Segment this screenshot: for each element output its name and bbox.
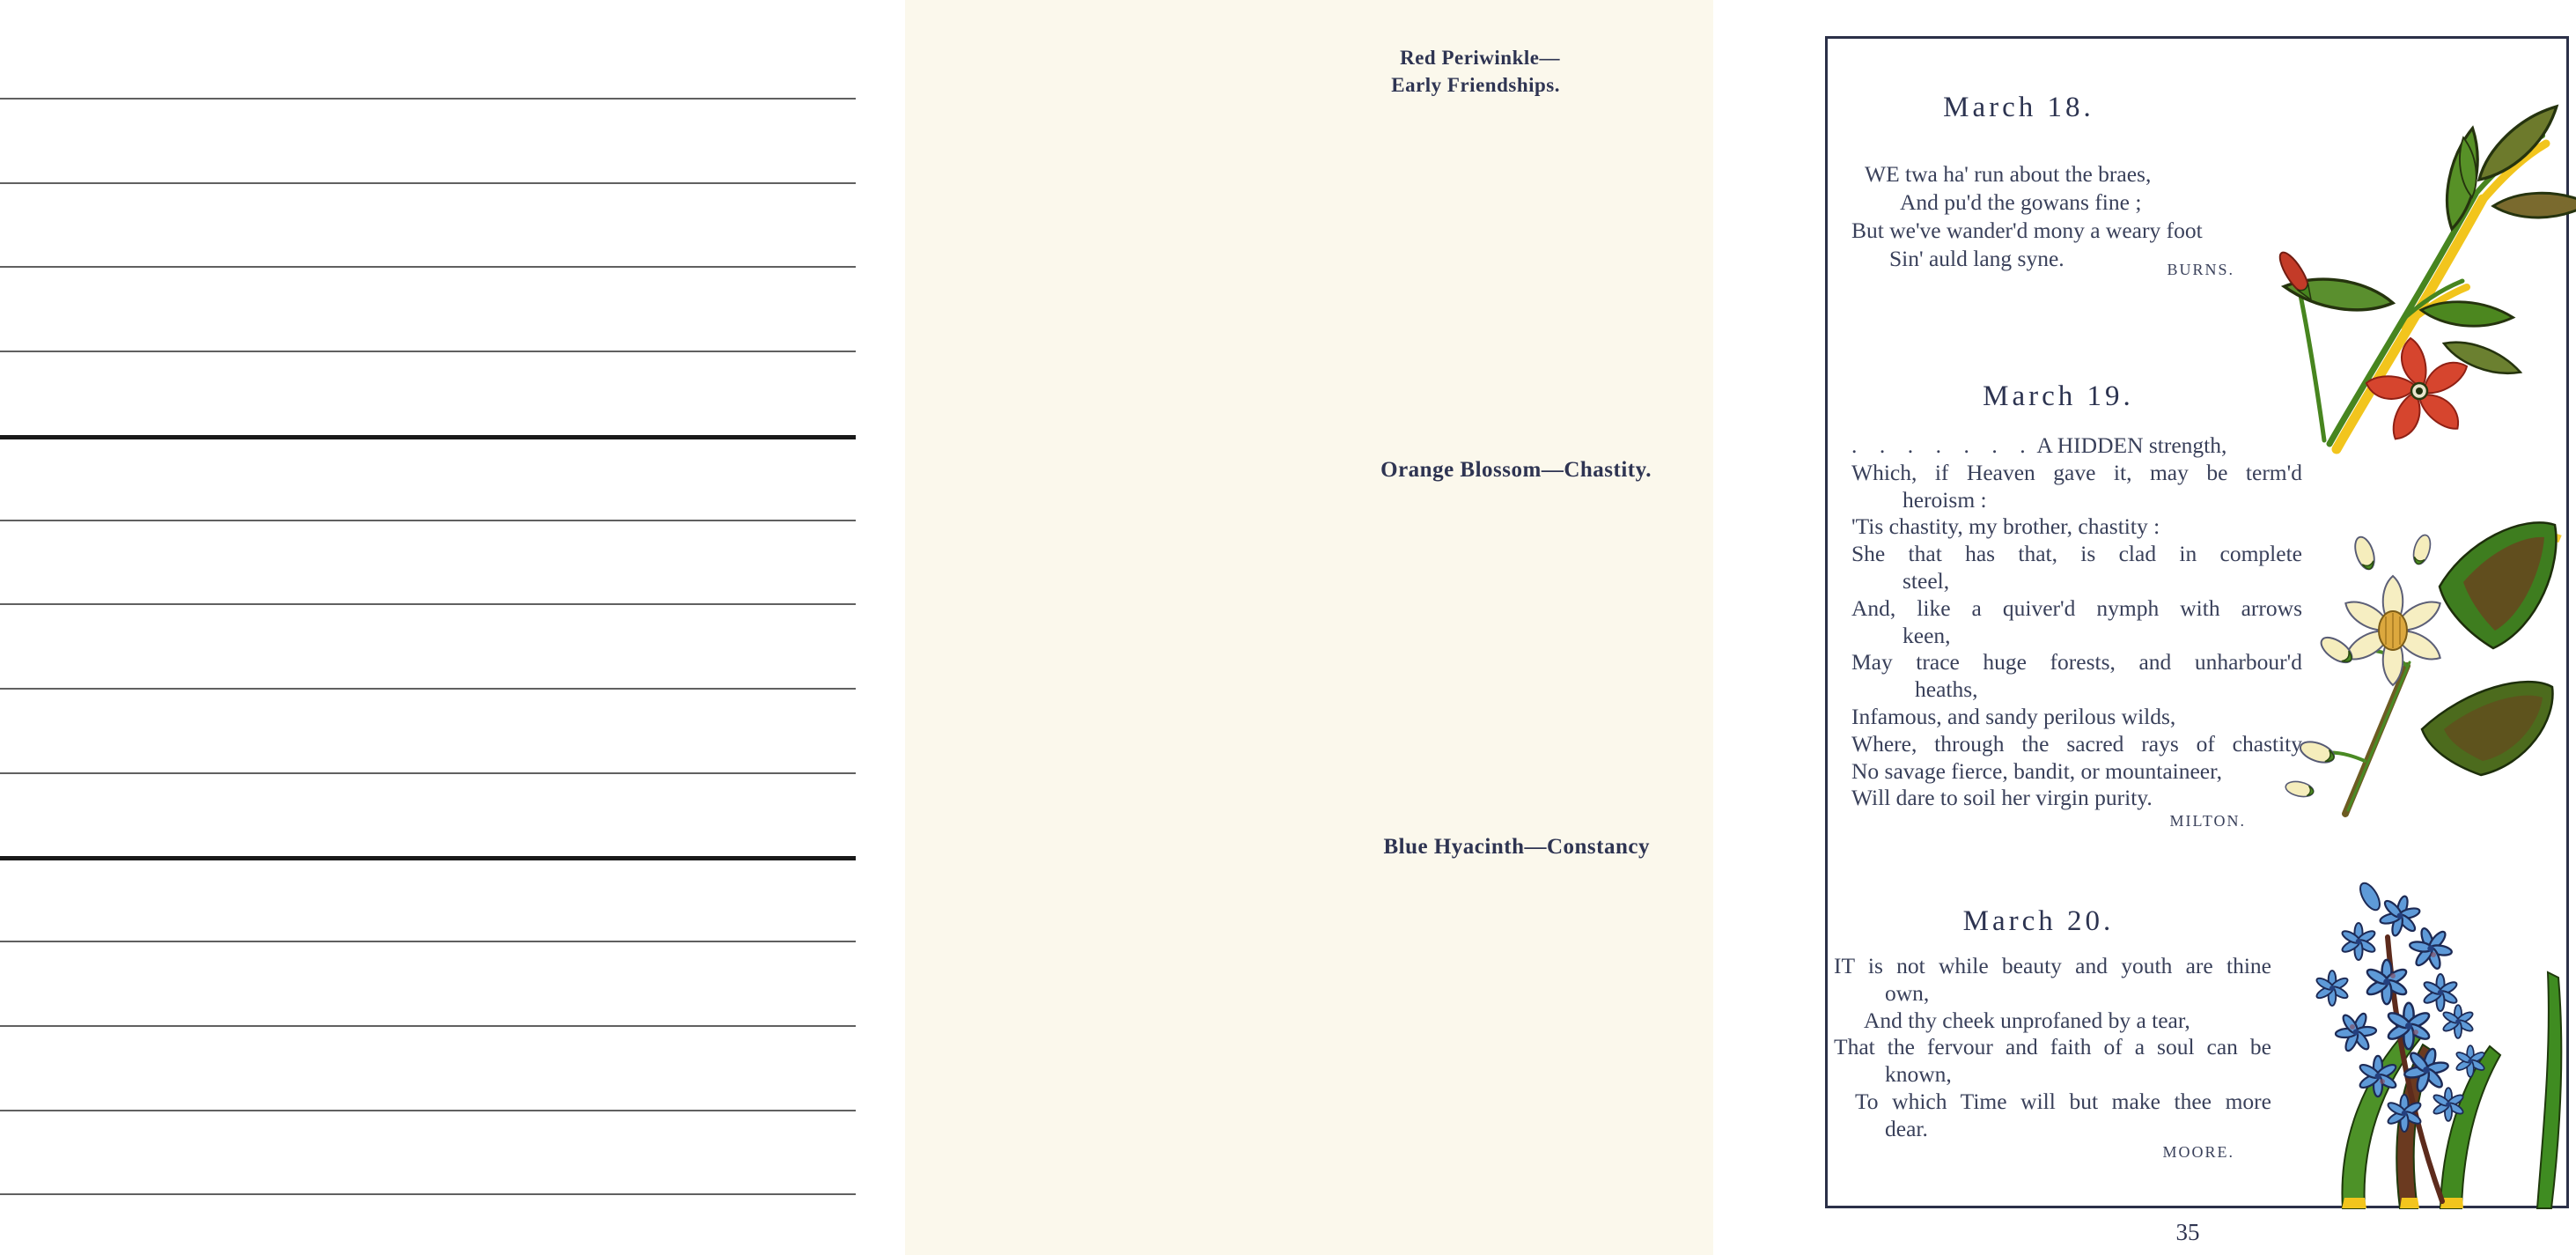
leaves xyxy=(2284,107,2576,396)
poem-line: She that has that, is clad in complete xyxy=(1851,541,2302,567)
poem-line: Will dare to soil her virgin purity. xyxy=(1851,785,2153,811)
poem-line: And pu'd the gowans fine ; xyxy=(1900,189,2142,215)
poem-line: steel, xyxy=(1903,567,1950,594)
poem-text xyxy=(1851,160,2274,273)
poem-line: Where, through the sacred rays of chastity xyxy=(1851,730,2302,757)
flower-caption-red-periwinkle xyxy=(1391,44,1560,99)
caption-line: Early Friendships. xyxy=(1391,74,1560,96)
poem-line: known, xyxy=(1885,1061,1952,1088)
poem-text xyxy=(1851,432,2302,812)
poem-attribution: MOORE. xyxy=(2162,1143,2234,1161)
ruled-line xyxy=(0,1025,856,1027)
leaf-tips-yellow xyxy=(2342,1198,2463,1208)
ruled-line xyxy=(0,688,856,690)
lower-leaf xyxy=(2422,682,2552,775)
poem-line: heaths, xyxy=(1915,676,1978,703)
ruled-line xyxy=(0,520,856,521)
ruled-line-thick xyxy=(0,856,856,860)
poem-line: own, xyxy=(1885,979,1930,1006)
orange-blossom-illustration xyxy=(2259,498,2569,829)
poem-line: And, like a quiver'd nymph with arrows xyxy=(1851,594,2302,621)
ruled-line xyxy=(0,182,856,184)
poem-attribution: BURNS. xyxy=(2167,261,2234,278)
poem-line: To which Time will but make thee more xyxy=(1855,1088,2271,1114)
ruled-line xyxy=(0,351,856,352)
orange-blossom-flower xyxy=(2341,576,2446,685)
poem-line: keen, xyxy=(1903,622,1951,648)
poem-line: 'Tis chastity, my brother, chastity : xyxy=(1851,513,2160,540)
poem-attribution: MILTON. xyxy=(2169,812,2246,830)
poem-line: May trace huge forests, and unharbour'd xyxy=(1851,649,2302,675)
ruled-line xyxy=(0,941,856,942)
poem-line: That the fervour and faith of a soul can be xyxy=(1834,1034,2271,1060)
ruled-line-thick xyxy=(0,435,856,439)
poem-line: Which, if Heaven gave it, may be term'd xyxy=(1851,459,2302,485)
date-heading: March 18. xyxy=(1943,92,2094,123)
ruled-line xyxy=(0,1193,856,1195)
poem-line: heroism : xyxy=(1903,486,1987,513)
poem-line: WE twa ha' run about the braes, xyxy=(1865,161,2152,187)
poem-line: Sin' auld lang syne. xyxy=(1889,246,2064,271)
left-ruled-page xyxy=(0,0,905,1255)
ruled-line xyxy=(0,98,856,100)
right-scan-page xyxy=(905,0,2302,1255)
poem-line: . . . . . . . A HIDDEN strength, xyxy=(1851,432,2227,458)
poem-line: dear. xyxy=(1885,1115,1928,1141)
caption-line: Red Periwinkle— xyxy=(1400,47,1560,69)
date-heading: March 19. xyxy=(1983,380,2134,412)
date-heading: March 20. xyxy=(1962,905,2115,937)
flower-cluster xyxy=(2315,880,2486,1132)
upper-leaf xyxy=(2440,522,2556,648)
poem-line: But we've wander'd mony a weary foot xyxy=(1851,218,2203,243)
poem-line: No savage fierce, bandit, or mountaineer, xyxy=(1851,757,2222,784)
poem-line: And thy cheek unprofaned by a tear, xyxy=(1864,1007,2190,1033)
blue-hyacinth-illustration xyxy=(2268,874,2576,1210)
ruled-line xyxy=(0,772,856,774)
poem-text xyxy=(1834,953,2271,1143)
ruled-line xyxy=(0,266,856,268)
ruled-line xyxy=(0,603,856,605)
ruled-line xyxy=(0,1110,856,1111)
poem-line: Infamous, and sandy perilous wilds, xyxy=(1851,703,2176,729)
red-periwinkle-illustration xyxy=(2271,99,2567,455)
page-number: 35 xyxy=(2175,1219,2200,1245)
flower-caption-orange-blossom: Orange Blossom—Chastity. xyxy=(1380,458,1652,482)
flower-caption-blue-hyacinth: Blue Hyacinth—Constancy xyxy=(1383,835,1650,859)
poem-line: IT is not while beauty and youth are thine xyxy=(1834,953,2271,978)
